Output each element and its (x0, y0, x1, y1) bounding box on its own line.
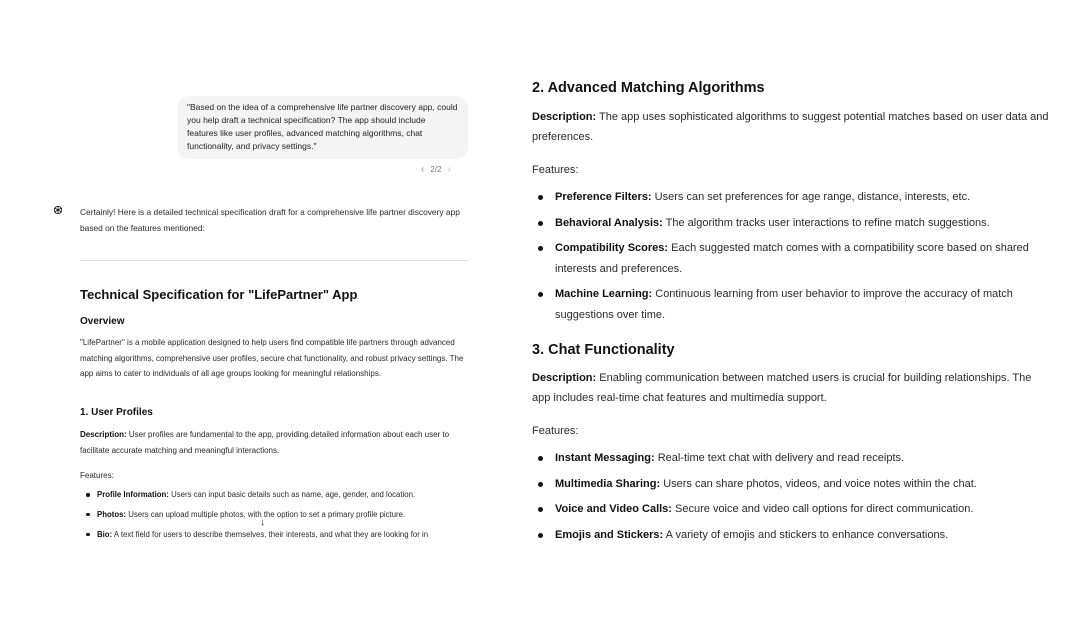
chevron-right-icon[interactable]: › (447, 164, 451, 175)
openai-logo-icon (53, 205, 63, 215)
user-message-bubble (177, 96, 468, 159)
description-text: User profiles are fundamental to the app, providing detailed information about each user to facilitate accurate matching and meaningful interactions. (80, 430, 450, 455)
right-chat-panel (520, 0, 1080, 628)
description-text: The app uses sophisticated algorithms to suggest potential matches based on user data and preferences. (532, 111, 1049, 143)
list-item (538, 474, 1058, 495)
features-label: Features: (532, 425, 579, 437)
description-text: Enabling communication between matched users is crucial for building relationships. The app includes real-time chat features and multimedia support. (532, 372, 1032, 404)
feature-name: Instant Messaging: (555, 452, 655, 464)
section-heading-user-profiles: 1. User Profiles (80, 407, 153, 418)
user-message-text: "Based on the idea of a comprehensive life partner discovery app, could you help draft a technical specification? The app should include features like user profiles, advanced matching algorithms, chat functionality, and privacy settings." (187, 102, 458, 151)
feature-name: Voice and Video Calls: (555, 503, 672, 515)
feature-name: Emojis and Stickers: (555, 528, 664, 541)
spec-title: Technical Specification for "LifePartner" App (80, 287, 358, 302)
features-label: Features: (80, 471, 114, 480)
list-item (538, 448, 1058, 469)
feature-name: Profile Information: (97, 490, 169, 499)
feature-text: Secure voice and video call options for direct communication. (675, 503, 974, 515)
feature-text: Users can input basic details such as name, age, gender, and location. (171, 490, 416, 499)
feature-name: Compatibility Scores: (555, 242, 669, 254)
divider (80, 260, 469, 261)
list-item (538, 187, 1058, 208)
feature-text: Continuous learning from user behavior to improve the accuracy of match suggestions over time. (555, 288, 1013, 321)
list-item (538, 213, 1058, 234)
list-item (538, 238, 1058, 279)
matching-description (532, 107, 1052, 147)
feature-name: Machine Learning: (555, 288, 653, 300)
feature-text: Each suggested match comes with a compatibility score based on shared interests and preferences. (555, 242, 1029, 275)
feature-name: Behavioral Analysis: (555, 216, 663, 229)
user-profiles-description (80, 427, 468, 458)
chat-feature-list (538, 448, 1058, 550)
feature-name: Photos: (97, 509, 127, 519)
feature-text: A variety of emojis and stickers to enhance conversations. (665, 528, 949, 541)
section-heading-chat: 3. Chat Functionality (532, 342, 675, 358)
chat-description (532, 368, 1052, 408)
list-item (85, 489, 475, 501)
chevron-left-icon[interactable]: ‹ (421, 164, 425, 175)
feature-text: Users can share photos, videos, and voice notes within the chat. (663, 477, 977, 490)
section-heading-matching: 2. Advanced Matching Algorithms (532, 80, 765, 96)
list-item (538, 525, 1058, 546)
feature-text: A text field for users to describe themselves, their interests, and what they are looking for in (113, 529, 429, 539)
list-item (538, 284, 1058, 325)
matching-feature-list (538, 187, 1058, 330)
feature-text: Real-time text chat with delivery and read receipts. (657, 452, 905, 464)
features-label: Features: (532, 164, 579, 176)
overview-text: "LifePartner" is a mobile application designed to help users find compatible life partners through advanced matching algorithms, comprehensive user profiles, secure chat functionality, and robust privacy settings. The app aims to cater to individuals of all age groups looking for meaningful relationships. (80, 338, 464, 378)
feature-name: Multimedia Sharing: (555, 477, 661, 490)
user-profiles-feature-list (85, 489, 475, 548)
arrow-down-icon[interactable]: ↓ (260, 517, 265, 528)
list-item (538, 499, 1058, 520)
description-label: Description: (532, 111, 597, 123)
overview-heading: Overview (80, 316, 125, 327)
feature-text: Users can upload multiple photos, with the option to set a primary profile picture. (128, 509, 406, 519)
list-item (85, 509, 475, 521)
description-label: Description: (80, 430, 127, 439)
description-label: Description: (532, 372, 597, 384)
pager-label: 2/2 (430, 165, 442, 174)
left-chat-panel (0, 0, 520, 628)
feature-text: The algorithm tracks user interactions to refine match suggestions. (665, 216, 990, 229)
feature-text: Users can set preferences for age range, distance, interests, etc. (654, 191, 971, 203)
feature-name: Preference Filters: (555, 191, 652, 203)
feature-name: Bio: (97, 529, 113, 539)
assistant-intro-text: Certainly! Here is a detailed technical specification draft for a comprehensive life partner discovery app based on the features mentioned: (80, 207, 460, 233)
list-item (85, 529, 475, 541)
response-pager (421, 164, 451, 175)
